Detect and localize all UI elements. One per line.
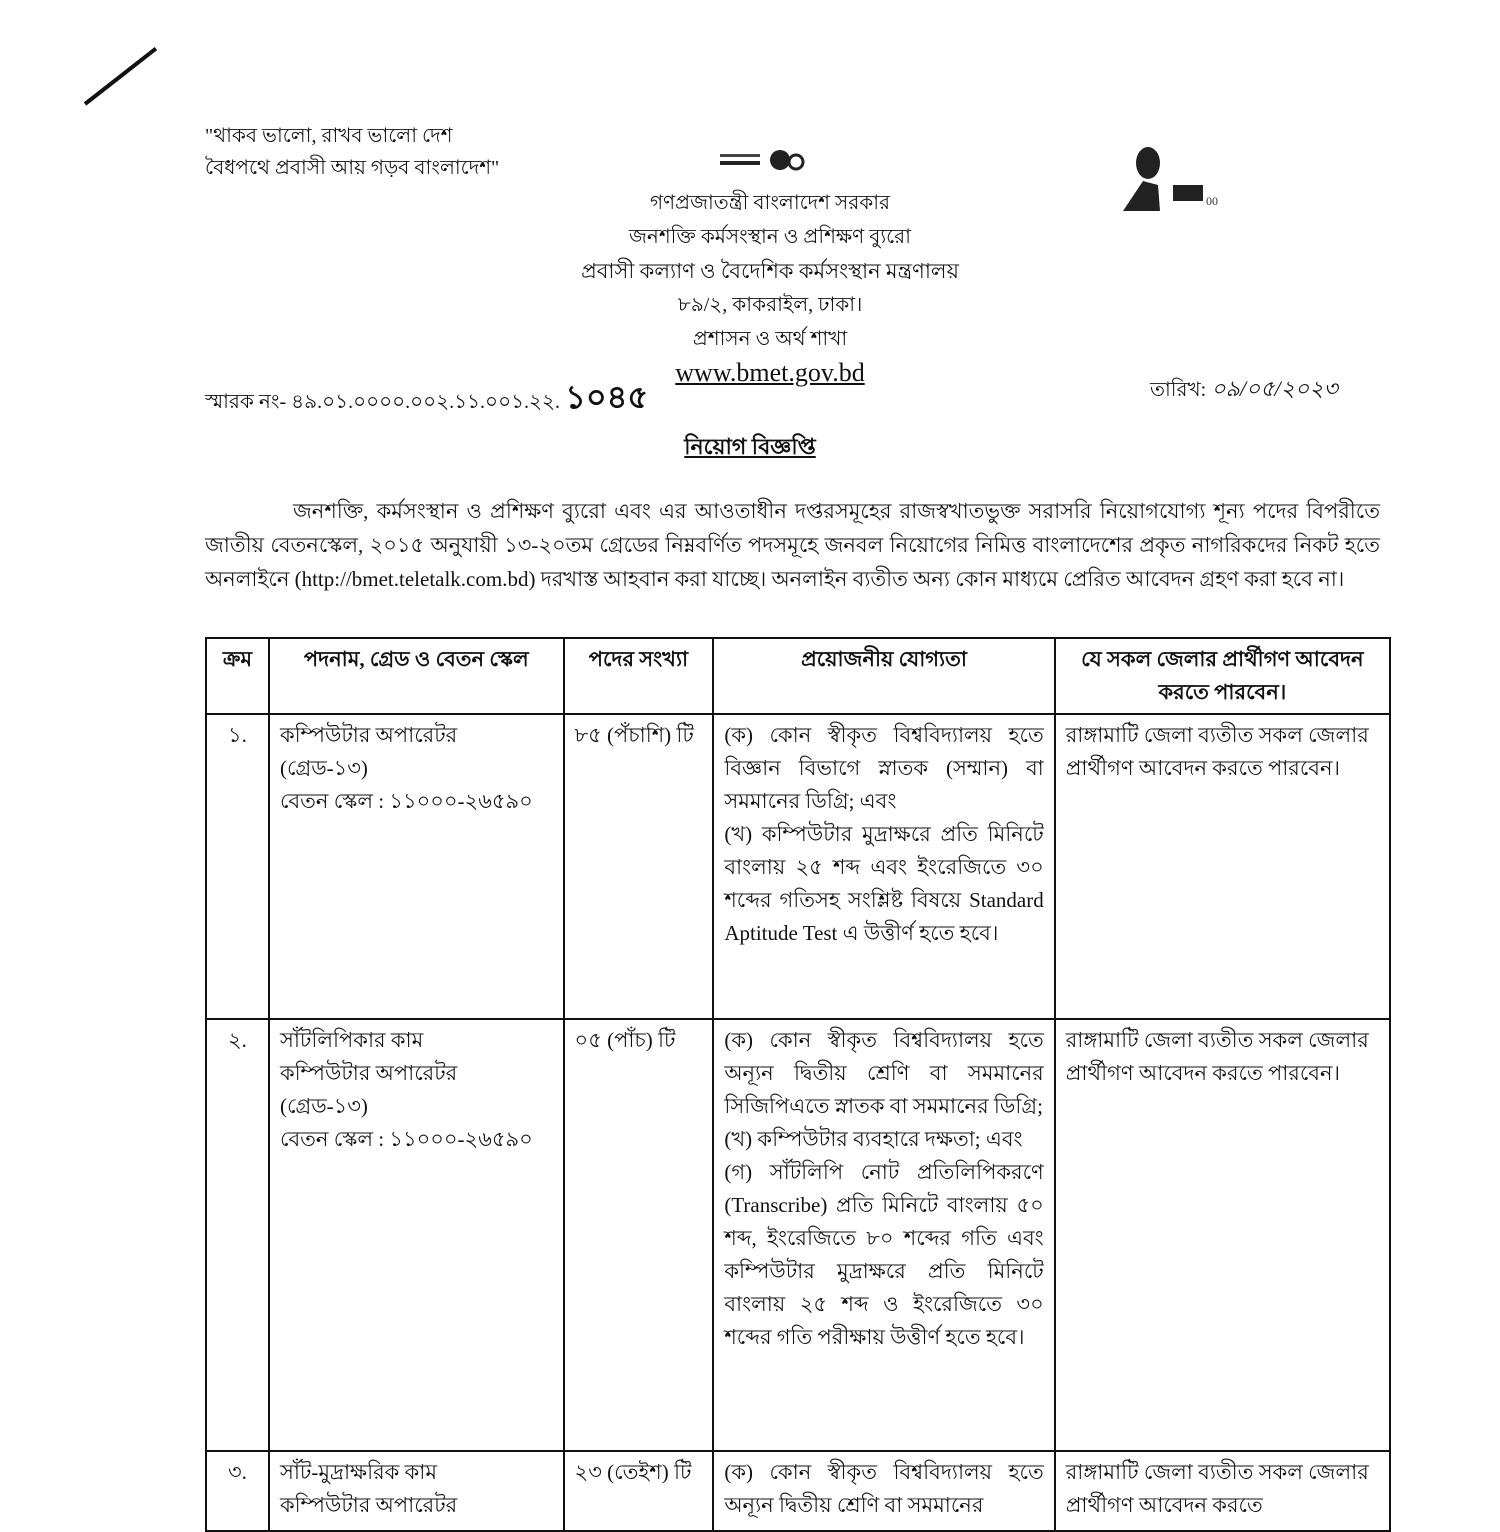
qualification — [713, 714, 1054, 1019]
svg-text:00: 00 — [1206, 194, 1218, 208]
post-line: কম্পিউটার অপারেটর — [279, 1493, 458, 1517]
post-line: (গ্রেড-১৩) — [279, 756, 368, 780]
col-district: যে সকল জেলার প্রার্থীগণ আবেদন করতে পারবেন। — [1055, 638, 1390, 714]
table-header — [206, 638, 1390, 714]
district: রাঙ্গামাটি জেলা ব্যতীত সকল জেলার প্রার্থীগণ আবেদন করতে — [1055, 1451, 1390, 1531]
table-row — [206, 1451, 1390, 1531]
header-line: প্রশাসন ও অর্থ শাখা — [692, 328, 848, 350]
count: ০৫ (পাঁচ) টি — [564, 1019, 714, 1451]
post-line: বেতন স্কেল : ১১০০০-২৬৫৯০ — [279, 789, 533, 813]
post — [269, 1451, 564, 1531]
table-row — [206, 1019, 1390, 1451]
count: ৮৫ (পঁচাশি) টি — [564, 714, 714, 1019]
memo-number — [205, 372, 648, 426]
serial: ২. — [206, 1019, 269, 1451]
header-line: জনশক্তি কর্মসংস্থান ও প্রশিক্ষণ ব্যুরো — [629, 226, 911, 248]
slogan-line: "থাকব ভালো, রাখব ভালো দেশ — [205, 125, 453, 147]
memo-label: স্মারক নং- — [205, 391, 287, 413]
qual-line: (ক) কোন স্বীকৃত বিশ্ববিদ্যালয় হতে অন্যূন দ্বিতীয় শ্রেণি বা সমমানের সিজিপিএতে স্নাতক বা সমমানের ডিগ্রি; — [724, 1028, 1044, 1118]
slogan — [205, 120, 499, 184]
qual-line: (ক) কোন স্বীকৃত বিশ্ববিদ্যালয় হতে অন্যূন দ্বিতীয় শ্রেণি বা সমমানের — [724, 1460, 1044, 1517]
post-line: (গ্রেড-১৩) — [279, 1094, 368, 1118]
website-link[interactable]: www.bmet.gov.bd — [675, 358, 865, 387]
date-label: তারিখ: — [1150, 379, 1207, 401]
qualification — [713, 1019, 1054, 1451]
count: ২৩ (তেইশ) টি — [564, 1451, 714, 1531]
date-value: ০৯/০৫/২০২৩ — [1211, 376, 1338, 401]
qual-line: (ক) কোন স্বীকৃত বিশ্ববিদ্যালয় হতে বিজ্ঞান বিভাগে স্নাতক (সম্মান) বা সমমানের ডিগ্রি; এবং — [724, 723, 1044, 813]
table-row — [206, 714, 1390, 1019]
intro-paragraph: জনশক্তি, কর্মসংস্থান ও প্রশিক্ষণ ব্যুরো এবং এর আওতাধীন দপ্তরসমূহের রাজস্বখাতভুক্ত সরাসরি নিয়োগযোগ্য শূন্য পদের বিপরীতে জাতীয় বেতনস্কেল, ২০১৫ অনুযায়ী ১৩-২০তম গ্রেডের নিম্নবর্ণিত পদসমূহে জনবল নিয়োগের নিমিত্ত বাংলাদেশের প্রকৃত নাগরিকদের নিকট হতে অনলাইনে (http://bmet.teletalk.com.bd) দরখাস্ত আহবান করা যাচ্ছে। অনলাইন ব্যতীত অন্য কোন মাধ্যমে প্রেরিত আবেদন গ্রহণ করা হবে না। — [205, 499, 1380, 591]
qual-line: (খ) কম্পিউটার ব্যবহারে দক্ষতা; এবং — [724, 1127, 1023, 1151]
post-line: কম্পিউটার অপারেটর — [279, 1061, 458, 1085]
col-count: পদের সংখ্যা — [564, 638, 714, 714]
header-line: প্রবাসী কল্যাণ ও বৈদেশিক কর্মসংস্থান মন্ত্রণালয় — [581, 259, 959, 283]
col-post: পদনাম, গ্রেড ও বেতন স্কেল — [269, 638, 564, 714]
org-header — [450, 186, 1090, 390]
col-serial: ক্রম — [206, 638, 269, 714]
vacancy-table — [205, 637, 1391, 1532]
post-line: বেতন স্কেল : ১১০০০-২৬৫৯০ — [279, 1127, 533, 1151]
post-line: কম্পিউটার অপারেটর — [279, 723, 458, 747]
serial: ৩. — [206, 1451, 269, 1531]
post-line: সাঁটলিপিকার কাম — [279, 1028, 424, 1052]
digital-bangladesh-logo — [720, 148, 840, 172]
post — [269, 714, 564, 1019]
mujib-100-logo — [1118, 145, 1233, 211]
col-qualification: প্রয়োজনীয় যোগ্যতা — [713, 638, 1054, 714]
memo-value: ৪৯.০১.০০০০.০০২.১১.০০১.২২. — [291, 391, 561, 413]
header-line: গণপ্রজাতন্ত্রী বাংলাদেশ সরকার — [649, 192, 891, 214]
district: রাঙ্গামাটি জেলা ব্যতীত সকল জেলার প্রার্থীগণ আবেদন করতে পারবেন। — [1055, 1019, 1390, 1451]
slogan-line: বৈধপথে প্রবাসী আয় গড়ব বাংলাদেশ" — [205, 157, 500, 179]
date — [1150, 372, 1338, 409]
qual-line: (খ) কম্পিউটার মুদ্রাক্ষরে প্রতি মিনিটে বাংলায় ২৫ শব্দ এবং ইংরেজিতে ৩০ শব্দের গতিসহ সংশ্লিষ্ট বিষয়ে Standard Aptitude Test এ উত্তীর্ণ হতে হবে। — [724, 822, 1044, 945]
post-line: সাঁট-মুদ্রাক্ষরিক কাম — [279, 1460, 438, 1484]
serial: ১. — [206, 714, 269, 1019]
notice-title: নিয়োগ বিজ্ঞপ্তি — [684, 434, 816, 459]
memo-handwritten: ১০৪৫ — [565, 378, 649, 416]
qualification — [713, 1451, 1054, 1531]
qual-line: (গ) সাঁটলিপি নোট প্রতিলিপিকরণে (Transcribe) প্রতি মিনিটে বাংলায় ৫০ শব্দ, ইংরেজিতে ৮০ শব্দের গতি এবং কম্পিউটার মুদ্রাক্ষরে প্রতি মিনিটে বাংলায় ২৫ শব্দ ও ইংরেজিতে ৩০ শব্দের গতি পরীক্ষায় উত্তীর্ণ হতে হবে। — [724, 1160, 1044, 1349]
post — [269, 1019, 564, 1451]
pen-mark — [84, 47, 157, 106]
header-line: ৮৯/২, কাকরাইল, ঢাকা। — [677, 294, 863, 316]
district: রাঙ্গামাটি জেলা ব্যতীত সকল জেলার প্রার্থীগণ আবেদন করতে পারবেন। — [1055, 714, 1390, 1019]
